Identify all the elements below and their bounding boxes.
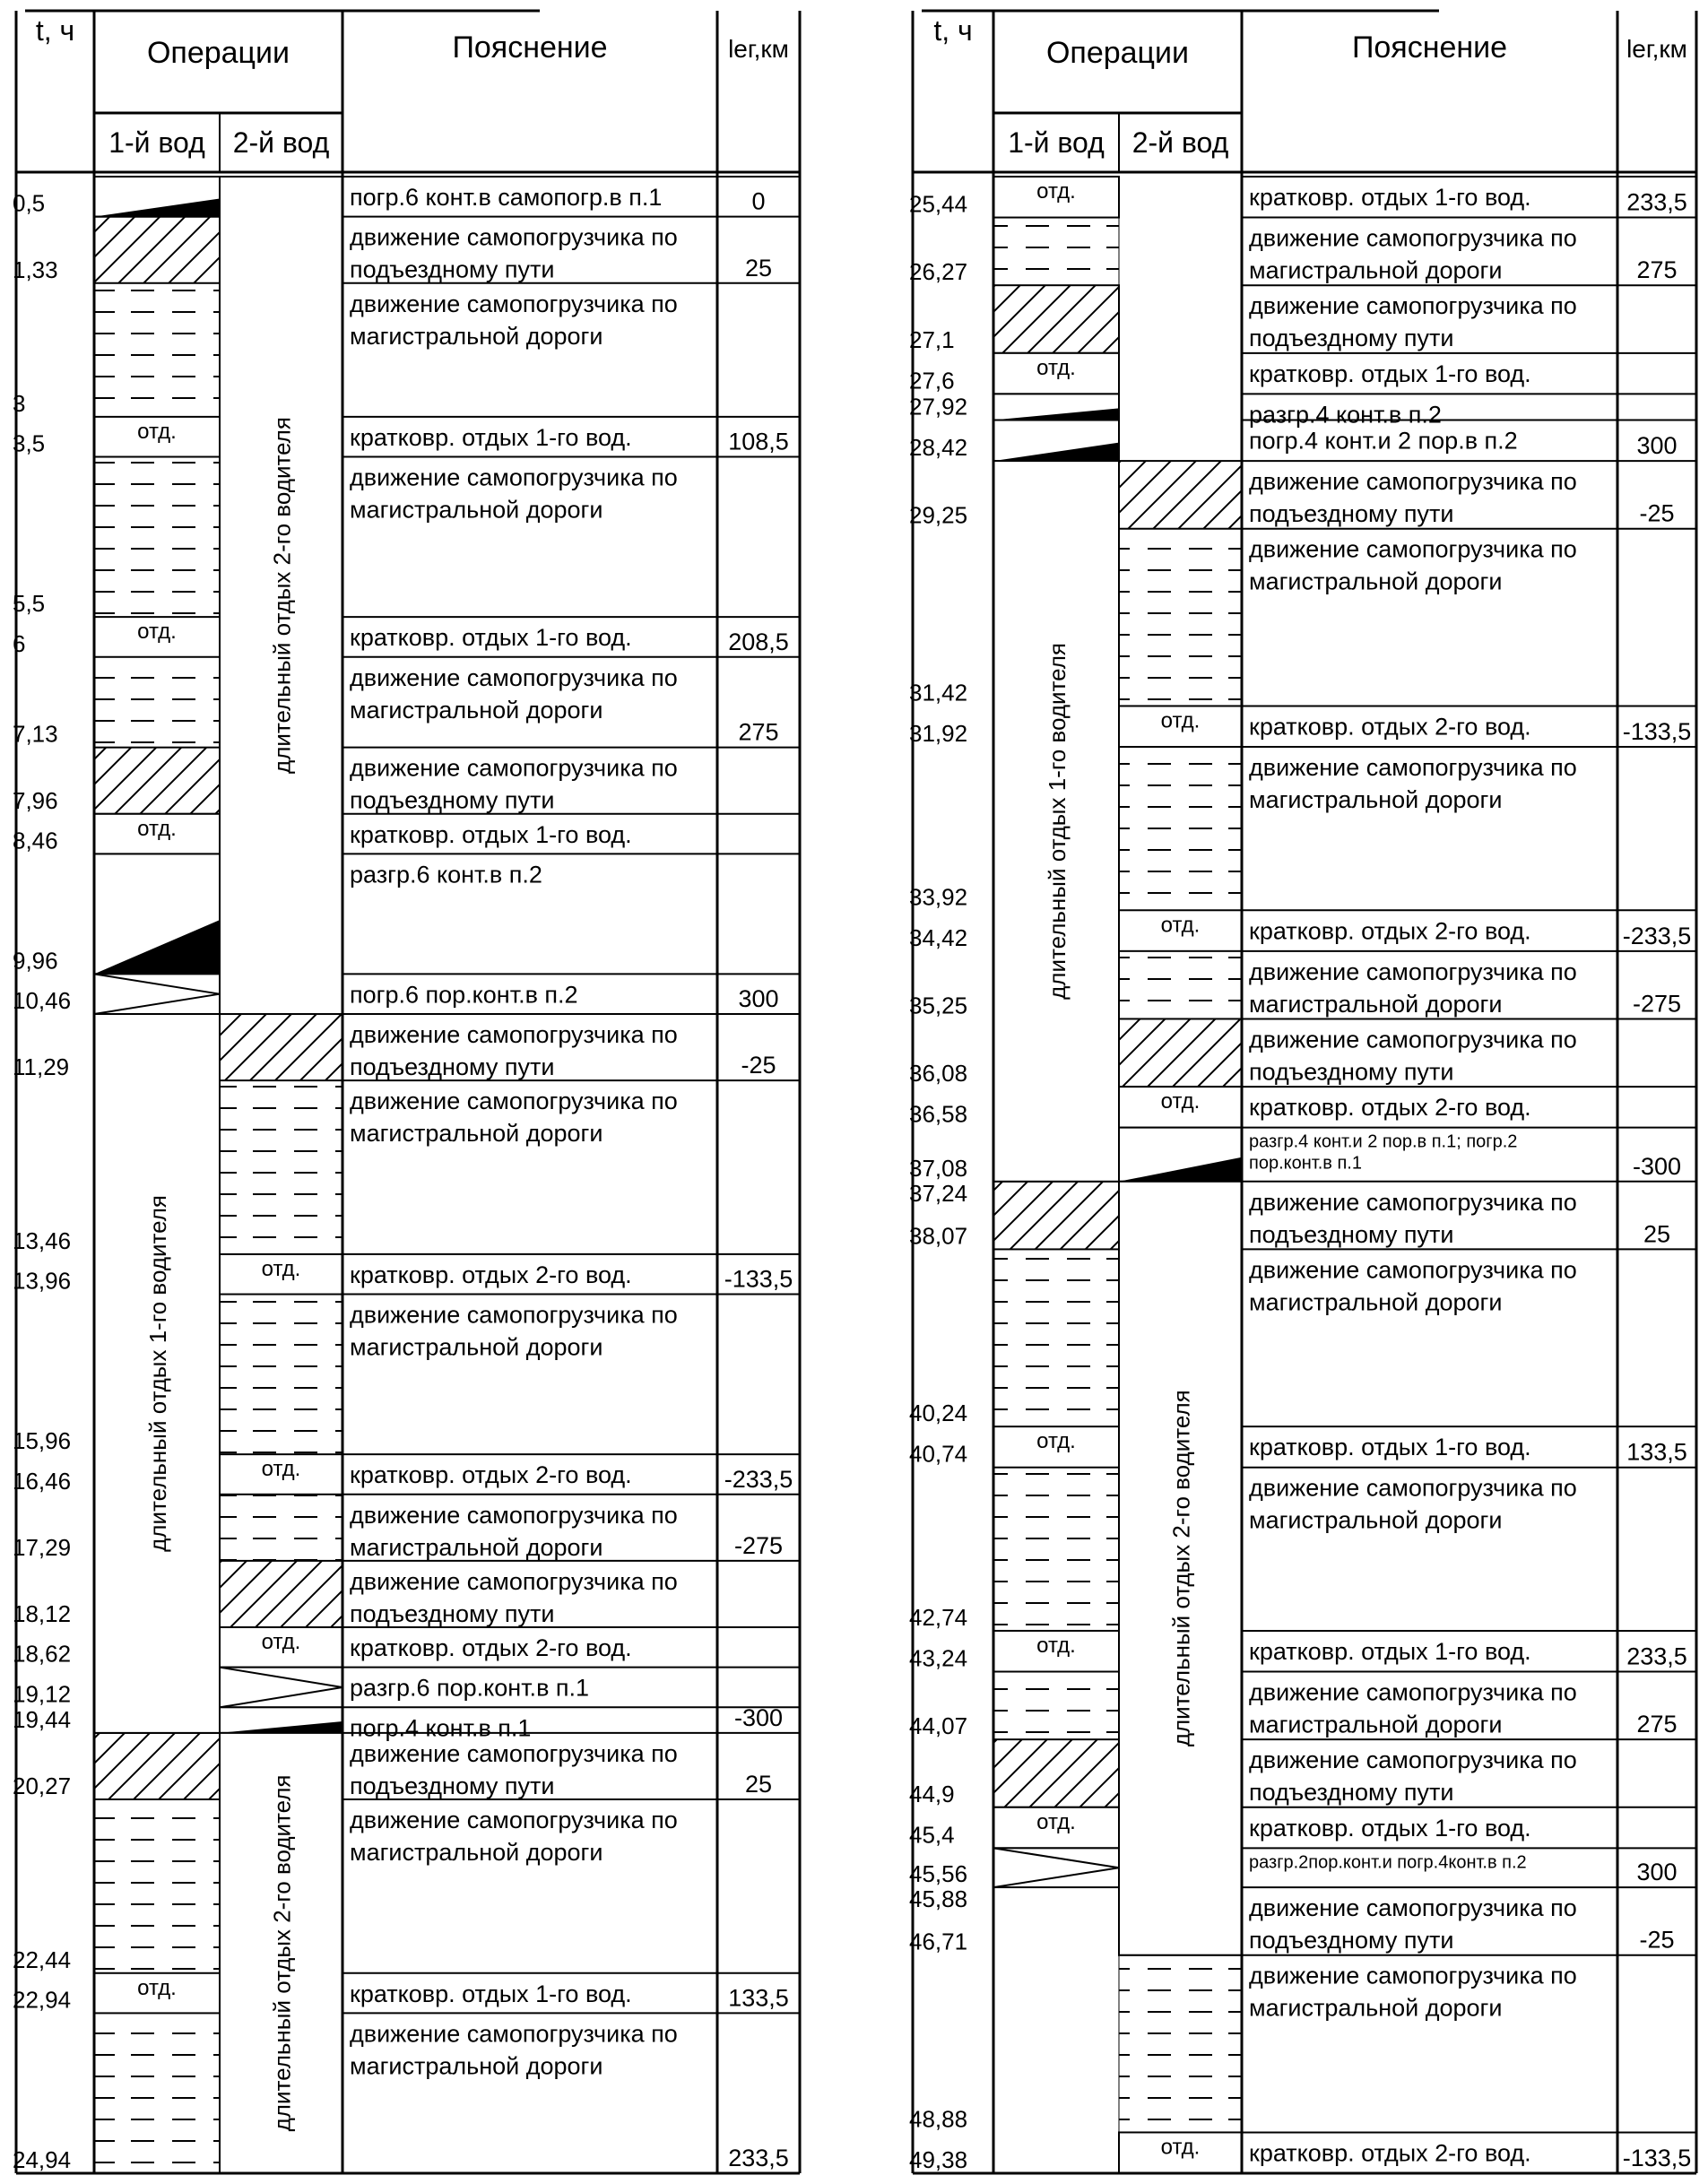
time-label: 17,29 [13,1533,72,1561]
explanation-text: кратковр. отдых 2-го вод. [1249,713,1531,741]
table-row [909,1807,1696,1849]
table-row [909,1739,1696,1807]
time-label: 42,74 [909,1603,968,1631]
access-road-hatch [220,1561,342,1627]
distance-value: -25 [1639,499,1675,527]
table-row [13,1973,800,2014]
explanation-text: разгр.4 конт.в п.2 [1249,401,1442,429]
short-rest-label: отд. [1036,1429,1076,1454]
table-row [13,283,800,417]
explanation-text: кратковр. отдых 2-го вод. [350,1634,632,1662]
time-label: 16,46 [13,1467,72,1495]
table-row [909,1179,1696,1250]
time-label: 0,5 [13,189,46,217]
header-driver-2: 2-й вод [1131,126,1229,159]
explanation-text: движение самопогрузчика по [350,2020,678,2048]
highway-dashes [220,1495,342,1561]
table-row [13,457,800,618]
highway-dashes [94,657,220,748]
header-driver-2: 2-й вод [232,126,330,159]
time-label: 28,42 [909,434,968,462]
explanation-text: подъездному пути [350,786,555,814]
explanation-text: движение самопогрузчика по [350,663,678,691]
distance-value: -25 [741,1052,776,1079]
time-label: 24,94 [13,2146,72,2173]
header-distance: lег,км [1626,35,1687,63]
access-road-hatch [94,217,220,283]
explanation-text: кратковр. отдых 2-го вод. [1249,1094,1531,1122]
explanation-text: подъездному пути [1249,1058,1454,1086]
long-rest-block [993,461,1119,1182]
distance-value: -300 [733,1703,784,1731]
highway-dashes [1119,747,1242,910]
explanation-text: подъездному пути [1249,500,1454,528]
explanation-text: движение самопогрузчика по [1249,1894,1577,1922]
explanation-text: магистральной дороги [1249,1288,1503,1316]
distance-value: -133,5 [724,1265,793,1293]
distance-value: -275 [733,1531,784,1559]
long-rest-block [1119,1182,1242,1955]
long-rest-block [220,177,342,1014]
explanation-text: магистральной дороги [350,496,603,524]
header-time: t, ч [933,14,973,47]
distance-value: 25 [744,1770,773,1798]
access-road-hatch [1119,461,1242,529]
highway-dashes [993,1249,1119,1426]
time-label: 18,12 [13,1600,72,1628]
explanation-text: магистральной дороги [1249,1994,1503,2022]
access-road-hatch [993,1182,1119,1250]
time-label: 15,96 [13,1427,72,1455]
distance-value: 300 [1636,1859,1678,1886]
explanation-text: кратковр. отдых 1-го вод. [350,624,632,652]
time-label: 22,94 [13,1986,72,2014]
explanation-text: кратковр. отдых 1-го вод. [1249,184,1531,211]
table-row [909,1426,1696,1468]
explanation-text: движение самопогрузчика по [350,1806,678,1833]
explanation-text: магистральной дороги [350,1533,603,1561]
explanation-text: магистральной дороги [350,322,603,350]
long-rest-label: длительный отдых 2-го водителя [1167,1390,1195,1747]
explanation-text: кратковр. отдых 1-го вод. [350,820,632,848]
distance-value: -25 [1639,1926,1675,1954]
access-road-hatch [94,748,220,814]
explanation-text: движение самопогрузчика по [1249,535,1577,563]
explanation-text: разгр.6 конт.в п.2 [350,861,542,888]
time-label: 31,42 [909,679,968,706]
time-label: 36,58 [909,1100,968,1128]
explanation-text: магистральной дороги [1249,1711,1503,1738]
time-label: 45,88 [909,1885,968,1913]
distance-value: 300 [738,985,779,1013]
time-label: 1,33 [13,256,58,283]
long-rest-label: длительный отдых 2-го водителя [268,417,296,774]
explanation-text: движение самопогрузчика по [1249,1026,1577,1053]
explanation-text: погр.6 пор.конт.в п.2 [350,981,578,1009]
time-label: 27,1 [909,325,955,353]
time-label: 25,44 [909,190,968,218]
time-label: 6 [13,629,26,657]
time-label: 3 [13,389,26,417]
table-row [909,1631,1696,1672]
empty-load-cell [94,974,220,1014]
explanation-text: кратковр. отдых 2-го вод. [350,1461,632,1489]
highway-dashes [1119,951,1242,1019]
time-label: 18,62 [13,1640,72,1668]
explanation-text: движение самопогрузчика по [1249,958,1577,985]
time-label: 34,42 [909,923,968,951]
time-label: 49,38 [909,2146,968,2173]
highway-dashes [94,457,220,618]
distance-value: 133,5 [728,1984,789,2012]
short-rest-label: отд. [1160,913,1201,938]
highway-dashes [220,1295,342,1455]
empty-load-cell [220,1668,342,1708]
time-label: 43,24 [909,1644,968,1672]
explanation-text: движение самопогрузчика по [350,1567,678,1595]
short-rest-label: отд. [261,1630,301,1655]
header-driver-1: 1-й вод [1008,126,1105,159]
distance-value: 275 [738,718,779,746]
explanation-text: погр.6 конт.в самопогр.в п.1 [350,184,663,211]
explanation-text: движение самопогрузчика по [1249,1746,1577,1774]
explanation-text: магистральной дороги [1249,568,1503,595]
header-time: t, ч [35,14,75,47]
access-road-hatch [220,1014,342,1080]
header-operations: Операции [146,36,290,70]
time-label: 40,24 [909,1400,968,1427]
time-label: 26,27 [909,258,968,286]
explanation-text: магистральной дороги [350,1838,603,1866]
distance-value: 133,5 [1626,1438,1687,1466]
explanation-text: магистральной дороги [1249,990,1503,1018]
long-rest-label: длительный отдых 1-го водителя [144,1195,171,1552]
time-label: 9,96 [13,947,58,975]
time-label: 45,4 [909,1821,955,1849]
explanation-text: разгр.2пор.конт.и погр.4конт.в п.2 [1249,1852,1527,1873]
time-label: 5,5 [13,590,46,618]
explanation-text: движение самопогрузчика по [1249,1188,1577,1216]
access-road-hatch [1119,1018,1242,1087]
explanation-text: кратковр. отдых 1-го вод. [350,423,632,451]
table-row [13,974,800,1014]
explanation-text: подъездному пути [1249,1927,1454,1954]
explanation-text: кратковр. отдых 2-го вод. [1249,2139,1531,2167]
explanation-text: магистральной дороги [1249,256,1503,284]
distance-value: 275 [1636,1711,1678,1738]
highway-dashes [1119,529,1242,706]
explanation-text: кратковр. отдых 2-го вод. [350,1261,632,1288]
explanation-text: движение самопогрузчика по [1249,1962,1577,1989]
table-row [13,748,800,814]
table-row [909,285,1696,353]
explanation-text: пор.конт.в п.1 [1249,1153,1362,1174]
time-label: 37,08 [909,1154,968,1182]
header-explanation: Пояснение [452,30,608,65]
explanation-text: магистральной дороги [1249,1506,1503,1534]
short-rest-label: отд. [1036,355,1076,380]
distance-value: 233,5 [1626,188,1687,216]
access-road-hatch [993,285,1119,353]
explanation-text: движение самопогрузчика по [350,464,678,491]
explanation-text: кратковр. отдых 1-го вод. [1249,1637,1531,1665]
highway-dashes [94,1799,220,1973]
time-label: 36,08 [909,1060,968,1088]
panel-2 [909,11,1696,2173]
time-label: 19,12 [13,1680,72,1708]
distance-value: -275 [1632,990,1682,1018]
distance-value: 0 [751,187,766,215]
explanation-text: кратковр. отдых 2-го вод. [1249,917,1531,945]
highway-dashes [94,2013,220,2173]
time-label: 19,44 [13,1705,72,1733]
short-rest-label: отд. [1160,1089,1201,1114]
time-label: 8,46 [13,827,58,854]
explanation-text: магистральной дороги [350,1333,603,1361]
distance-value: 275 [1636,256,1678,284]
explanation-text: движение самопогрузчика по [1249,292,1577,320]
time-label: 3,5 [13,429,46,457]
table-header [16,11,800,172]
explanation-text: подъездному пути [1249,1779,1454,1807]
highway-dashes [94,283,220,417]
explanation-text: кратковр. отдых 1-го вод. [1249,1434,1531,1461]
header-explanation: Пояснение [1351,30,1508,65]
explanation-text: подъездному пути [350,1772,555,1799]
table-header [913,11,1696,172]
time-label: 31,92 [909,720,968,748]
time-label: 44,9 [909,1780,955,1807]
highway-dashes [993,1672,1119,1740]
table-row [909,218,1696,286]
explanation-text: движение самопогрузчика по [350,290,678,317]
time-label: 27,6 [909,367,955,394]
long-rest-block [220,1733,342,2173]
long-rest-block [94,1014,220,1733]
explanation-text: движение самопогрузчика по [350,1088,678,1115]
explanation-text: движение самопогрузчика по [350,1301,678,1329]
table-row [909,177,1696,218]
short-rest-label: отд. [1036,1809,1076,1834]
explanation-text: движение самопогрузчика по [1249,1678,1577,1706]
time-label: 20,27 [13,1772,72,1799]
short-rest-label: отд. [137,419,177,444]
access-road-hatch [993,1739,1119,1807]
short-rest-label: отд. [1160,2135,1201,2160]
short-rest-label: отд. [137,1975,177,2000]
table-row [909,1249,1696,1426]
short-rest-label: отд. [137,620,177,645]
explanation-text: движение самопогрузчика по [350,223,678,251]
distance-value: -233,5 [1622,922,1692,949]
table-row [909,1887,1696,1955]
short-rest-label: отд. [1160,708,1201,733]
long-rest-label: длительный отдых 2-го водителя [268,1774,296,2132]
table-row [13,417,800,457]
empty-load-cell [993,1848,1119,1887]
distance-value: 25 [744,254,773,282]
table-row [13,1733,800,1799]
table-row [909,353,1696,394]
access-road-hatch [94,1733,220,1799]
time-label: 44,07 [909,1712,968,1740]
time-label: 38,07 [909,1222,968,1250]
table-row [13,2013,800,2173]
explanation-text: погр.4 конт.в п.1 [350,1714,532,1742]
table-row [13,617,800,657]
table-row [13,657,800,748]
explanation-text: подъездному пути [350,1599,555,1627]
explanation-text: движение самопогрузчика по [350,1501,678,1529]
short-rest-label: отд. [1036,1633,1076,1658]
highway-dashes [1119,1955,1242,2133]
highway-dashes [993,1468,1119,1631]
table-row [13,1799,800,1973]
explanation-text: движение самопогрузчика по [350,1021,678,1049]
table-row [13,854,800,974]
explanation-text: подъездному пути [1249,325,1454,352]
explanation-text: кратковр. отдых 1-го вод. [1249,360,1531,387]
short-rest-label: отд. [1036,179,1076,204]
long-rest-label: длительный отдых 1-го водителя [1044,643,1071,1000]
time-label: 33,92 [909,883,968,911]
explanation-text: разгр.4 конт.и 2 пор.в п.1; погр.2 [1249,1131,1518,1152]
explanation-text: движение самопогрузчика по [1249,224,1577,252]
table-row [909,2132,1696,2173]
short-rest-label: отд. [261,1457,301,1482]
time-label: 13,96 [13,1267,72,1295]
time-label: 22,44 [13,1946,72,1973]
table-row [13,814,800,854]
time-label: 37,24 [909,1179,968,1207]
time-label: 48,88 [909,2105,968,2133]
explanation-text: магистральной дороги [350,2052,603,2080]
explanation-text: погр.4 конт.и 2 пор.в п.2 [1249,427,1518,455]
explanation-text: движение самопогрузчика по [1249,468,1577,496]
short-rest-label: отд. [261,1256,301,1281]
distance-value: 108,5 [728,428,789,455]
time-label: 10,46 [13,987,72,1015]
highway-dashes [993,218,1119,286]
header-driver-1: 1-й вод [108,126,205,159]
explanation-text: магистральной дороги [1249,786,1503,814]
distance-value: 233,5 [1626,1642,1687,1670]
table-row [909,1955,1696,2133]
time-label: 27,92 [909,393,968,420]
highway-dashes [220,1080,342,1254]
explanation-text: движение самопогрузчика по [350,1739,678,1767]
explanation-text: магистральной дороги [350,1120,603,1148]
distance-value: 300 [1636,432,1678,460]
explanation-text: разгр.6 пор.конт.в п.1 [350,1674,590,1702]
short-rest-label: отд. [137,816,177,841]
distance-value: 208,5 [728,628,789,655]
distance-value: -133,5 [1622,718,1692,746]
time-label: 40,74 [909,1440,968,1468]
time-label: 29,25 [909,501,968,529]
time-label: 7,96 [13,786,58,814]
explanation-text: движение самопогрузчика по [1249,1474,1577,1502]
panel-1 [13,11,800,2173]
time-label: 46,71 [909,1928,968,1955]
explanation-text: подъездному пути [1249,1220,1454,1248]
explanation-text: движение самопогрузчика по [1249,754,1577,782]
distance-value: -133,5 [1622,2145,1692,2171]
header-distance: lег,км [728,35,789,63]
explanation-text: подъездному пути [350,256,555,283]
header-operations: Операции [1045,36,1190,70]
time-label: 45,56 [909,1860,968,1888]
distance-value: -233,5 [724,1465,793,1493]
explanation-text: кратковр. отдых 1-го вод. [1249,1814,1531,1842]
table-row [13,217,800,283]
time-label: 13,46 [13,1226,72,1254]
explanation-text: движение самопогрузчика по [1249,1256,1577,1284]
distance-value: 25 [1643,1220,1671,1248]
explanation-text: кратковр. отдых 1-го вод. [350,1980,632,2007]
explanation-text: подъездному пути [350,1053,555,1081]
distance-value: -300 [1632,1152,1682,1180]
table-row [13,177,800,217]
explanation-text: магистральной дороги [350,696,603,724]
time-label: 35,25 [909,992,968,1019]
distance-value: 233,5 [728,2145,789,2171]
time-label: 7,13 [13,720,58,748]
table-row [909,1468,1696,1631]
explanation-text: движение самопогрузчика по [350,754,678,782]
table-row [909,1672,1696,1740]
time-label: 11,29 [13,1053,70,1081]
